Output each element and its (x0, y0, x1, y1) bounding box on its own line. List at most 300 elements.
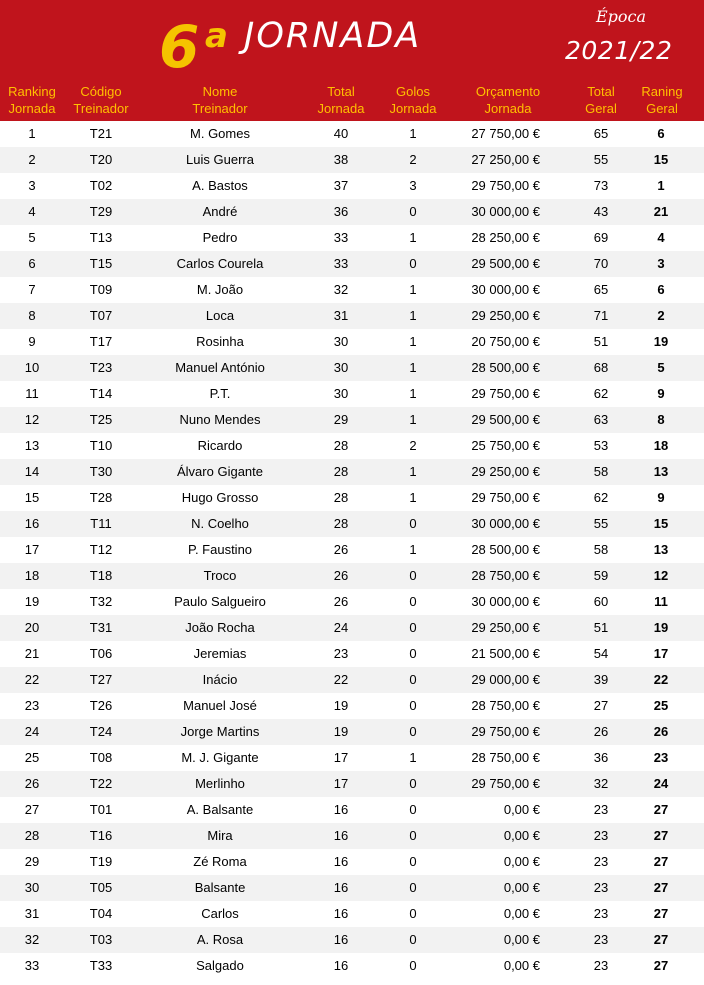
codigo-cell: T10 (89, 438, 113, 453)
total-geral-cell: 62 (593, 490, 609, 505)
codigo-cell: T07 (89, 308, 113, 323)
ranking-jornada-cell: 28 (24, 828, 40, 843)
golos-cell: 3 (409, 178, 417, 193)
header-banner (0, 0, 704, 121)
total-jornada-cell: 16 (333, 880, 349, 895)
total-jornada-cell: 28 (333, 464, 349, 479)
orcamento-cell: 30 000,00 € (471, 282, 540, 297)
total-jornada-cell: 24 (333, 620, 349, 635)
ranking-jornada-cell: 5 (28, 230, 36, 245)
ranking-jornada-cell: 17 (24, 542, 40, 557)
total-geral-cell: 59 (593, 568, 609, 583)
orcamento-cell: 28 250,00 € (471, 230, 540, 245)
ranking-jornada-cell: 29 (24, 854, 40, 869)
ranking-jornada-cell: 7 (28, 282, 36, 297)
nome-cell: Merlinho (195, 776, 245, 791)
golos-cell: 0 (409, 594, 417, 609)
codigo-cell: T14 (89, 386, 113, 401)
ranking-geral-cell: 17 (653, 646, 669, 661)
ranking-jornada-cell: 30 (24, 880, 40, 895)
total-geral-cell: 55 (593, 152, 609, 167)
table-row (0, 173, 704, 199)
codigo-cell: T09 (89, 282, 113, 297)
total-geral-cell: 23 (593, 828, 609, 843)
codigo-cell: T24 (89, 724, 113, 739)
golos-cell: 0 (409, 776, 417, 791)
header-line: Orçamento (475, 84, 541, 99)
total-geral-cell: 70 (593, 256, 609, 271)
orcamento-cell: 30 000,00 € (471, 594, 540, 609)
codigo-cell: T19 (89, 854, 113, 869)
orcamento-cell: 0,00 € (503, 854, 540, 869)
total-jornada-cell: 33 (333, 256, 349, 271)
nome-cell: N. Coelho (191, 516, 249, 531)
total-jornada-cell: 31 (333, 308, 349, 323)
orcamento-cell: 25 750,00 € (471, 438, 540, 453)
golos-cell: 1 (409, 126, 417, 141)
total-geral-cell: 55 (593, 516, 609, 531)
season-value: 2021/22 (565, 36, 673, 65)
nome-cell: Troco (203, 568, 237, 583)
total-geral-cell: 51 (593, 334, 609, 349)
table-row (0, 563, 704, 589)
table-row (0, 875, 704, 901)
header-line: Treinador (192, 101, 248, 116)
nome-cell: Mira (207, 828, 233, 843)
header-line: Total (327, 84, 355, 99)
header-line: Jornada (8, 101, 56, 116)
ranking-geral-cell: 27 (653, 828, 669, 843)
golos-cell: 0 (409, 568, 417, 583)
ranking-geral-cell: 21 (653, 204, 669, 219)
total-geral-cell: 23 (593, 880, 609, 895)
orcamento-cell: 30 000,00 € (471, 204, 540, 219)
total-jornada-cell: 17 (333, 776, 349, 791)
season-label: Época (596, 7, 647, 26)
total-jornada-cell: 32 (333, 282, 349, 297)
golos-cell: 0 (409, 620, 417, 635)
table-row (0, 199, 704, 225)
ranking-jornada-cell: 27 (24, 802, 40, 817)
total-jornada-cell: 23 (333, 646, 349, 661)
table-row (0, 407, 704, 433)
codigo-cell: T25 (89, 412, 113, 427)
nome-cell: A. Bastos (192, 178, 248, 193)
ranking-geral-cell: 8 (657, 412, 665, 427)
codigo-cell: T15 (89, 256, 113, 271)
codigo-cell: T11 (90, 516, 112, 531)
total-jornada-cell: 16 (333, 906, 349, 921)
nome-cell: Carlos (201, 906, 239, 921)
codigo-cell: T30 (89, 464, 113, 479)
ranking-jornada-cell: 2 (28, 152, 36, 167)
nome-cell: Manuel António (175, 360, 265, 375)
total-geral-cell: 23 (593, 906, 609, 921)
orcamento-cell: 30 000,00 € (471, 516, 540, 531)
total-jornada-cell: 19 (333, 724, 349, 739)
header-line: Geral (646, 101, 678, 116)
nome-cell: Salgado (196, 958, 244, 973)
ranking-jornada-cell: 16 (24, 516, 40, 531)
nome-cell: Hugo Grosso (181, 490, 259, 505)
codigo-cell: T28 (89, 490, 113, 505)
total-jornada-cell: 26 (333, 542, 349, 557)
ranking-geral-cell: 15 (653, 152, 669, 167)
table-row (0, 459, 704, 485)
ranking-geral-cell: 27 (653, 880, 669, 895)
total-geral-cell: 51 (593, 620, 609, 635)
table-row (0, 433, 704, 459)
nome-cell: Rosinha (196, 334, 244, 349)
total-jornada-cell: 26 (333, 568, 349, 583)
total-jornada-cell: 26 (333, 594, 349, 609)
ranking-geral-cell: 15 (653, 516, 669, 531)
total-geral-cell: 23 (593, 958, 609, 973)
ranking-geral-cell: 9 (657, 386, 665, 401)
table-row (0, 667, 704, 693)
orcamento-cell: 0,00 € (503, 932, 540, 947)
orcamento-cell: 28 750,00 € (471, 750, 540, 765)
ranking-jornada-cell: 14 (24, 464, 40, 479)
golos-cell: 0 (409, 672, 417, 687)
total-jornada-cell: 28 (333, 516, 349, 531)
golos-cell: 0 (409, 880, 417, 895)
orcamento-cell: 29 250,00 € (471, 620, 540, 635)
orcamento-cell: 29 250,00 € (471, 308, 540, 323)
orcamento-cell: 27 250,00 € (471, 152, 540, 167)
golos-cell: 0 (409, 516, 417, 531)
nome-cell: A. Balsante (186, 802, 254, 817)
golos-cell: 0 (409, 906, 417, 921)
total-geral-cell: 73 (593, 178, 609, 193)
header-line: Nome (202, 84, 238, 99)
codigo-cell: T33 (89, 958, 113, 973)
orcamento-cell: 28 500,00 € (471, 542, 540, 557)
orcamento-cell: 28 750,00 € (471, 568, 540, 583)
ranking-jornada-cell: 11 (25, 386, 39, 401)
nome-cell: M. Gomes (190, 126, 250, 141)
codigo-cell: T01 (89, 802, 113, 817)
total-jornada-cell: 22 (333, 672, 349, 687)
nome-cell: P. Faustino (187, 542, 253, 557)
golos-cell: 0 (409, 256, 417, 271)
header-line: Jornada (317, 101, 365, 116)
ranking-geral-cell: 25 (653, 698, 669, 713)
golos-cell: 1 (409, 464, 417, 479)
orcamento-cell: 29 000,00 € (471, 672, 540, 687)
table-row (0, 719, 704, 745)
orcamento-cell: 29 750,00 € (471, 724, 540, 739)
codigo-cell: T21 (89, 126, 113, 141)
golos-cell: 1 (409, 386, 417, 401)
codigo-cell: T31 (89, 620, 113, 635)
total-geral-cell: 53 (593, 438, 609, 453)
header-orcamento (462, 83, 554, 119)
total-jornada-cell: 16 (333, 958, 349, 973)
total-geral-cell: 69 (593, 230, 609, 245)
total-geral-cell: 58 (593, 542, 609, 557)
table-row (0, 641, 704, 667)
total-geral-cell: 58 (593, 464, 609, 479)
header-line: Treinador (73, 101, 129, 116)
codigo-cell: T06 (89, 646, 113, 661)
orcamento-cell: 28 750,00 € (471, 698, 540, 713)
total-jornada-cell: 16 (333, 932, 349, 947)
ranking-geral-cell: 6 (657, 282, 665, 297)
table-row (0, 303, 704, 329)
ranking-geral-cell: 13 (653, 542, 669, 557)
nome-cell: Zé Roma (193, 854, 247, 869)
table-row (0, 823, 704, 849)
nome-cell: André (202, 204, 238, 219)
nome-cell: Pedro (202, 230, 238, 245)
orcamento-cell: 29 500,00 € (471, 412, 540, 427)
total-geral-cell: 36 (593, 750, 609, 765)
header-nome (150, 83, 290, 119)
golos-cell: 2 (409, 438, 417, 453)
total-jornada-cell: 37 (333, 178, 349, 193)
table-row (0, 901, 704, 927)
codigo-cell: T13 (89, 230, 113, 245)
codigo-cell: T17 (89, 334, 113, 349)
orcamento-cell: 0,00 € (503, 828, 540, 843)
nome-cell: Balsante (194, 880, 246, 895)
codigo-cell: T16 (89, 828, 113, 843)
codigo-cell: T03 (89, 932, 113, 947)
codigo-cell: T32 (89, 594, 113, 609)
ranking-geral-cell: 27 (653, 906, 669, 921)
table-row (0, 121, 704, 147)
total-geral-cell: 65 (593, 282, 609, 297)
ranking-geral-cell: 18 (653, 438, 669, 453)
total-jornada-cell: 16 (333, 828, 349, 843)
nome-cell: Álvaro Gigante (177, 464, 263, 479)
ranking-geral-cell: 19 (653, 620, 669, 635)
nome-cell: Paulo Salgueiro (174, 594, 266, 609)
table-row (0, 797, 704, 823)
nome-cell: Carlos Courela (176, 256, 264, 271)
header-line: Jornada (484, 101, 532, 116)
ranking-jornada-cell: 22 (24, 672, 40, 687)
codigo-cell: T26 (89, 698, 113, 713)
codigo-cell: T12 (89, 542, 113, 557)
total-geral-cell: 60 (593, 594, 609, 609)
total-jornada-cell: 19 (333, 698, 349, 713)
ranking-geral-cell: 26 (653, 724, 669, 739)
orcamento-cell: 27 750,00 € (471, 126, 540, 141)
ranking-jornada-cell: 10 (24, 360, 40, 375)
codigo-cell: T05 (89, 880, 113, 895)
table-row (0, 771, 704, 797)
ranking-jornada-cell: 3 (28, 178, 36, 193)
nome-cell: João Rocha (185, 620, 255, 635)
ranking-jornada-cell: 6 (28, 256, 36, 271)
codigo-cell: T08 (89, 750, 113, 765)
nome-cell: Manuel José (183, 698, 257, 713)
total-geral-cell: 43 (593, 204, 609, 219)
codigo-cell: T02 (89, 178, 113, 193)
nome-cell: Inácio (202, 672, 238, 687)
table-row (0, 745, 704, 771)
table-row (0, 277, 704, 303)
ranking-jornada-cell: 19 (24, 594, 40, 609)
total-geral-cell: 27 (593, 698, 609, 713)
nome-cell: Luis Guerra (186, 152, 254, 167)
golos-cell: 1 (409, 308, 417, 323)
total-geral-cell: 71 (593, 308, 609, 323)
round-ordinal-suffix: a (205, 16, 228, 56)
ranking-jornada-cell: 13 (24, 438, 40, 453)
ranking-jornada-cell: 1 (28, 126, 36, 141)
ranking-geral-cell: 11 (654, 594, 668, 609)
ranking-geral-cell: 12 (653, 568, 669, 583)
total-jornada-cell: 36 (333, 204, 349, 219)
header-ranking-geral (632, 83, 692, 119)
golos-cell: 1 (409, 490, 417, 505)
ranking-geral-cell: 22 (653, 672, 669, 687)
codigo-cell: T04 (89, 906, 113, 921)
header-line: Golos (396, 84, 430, 99)
total-jornada-cell: 38 (333, 152, 349, 167)
golos-cell: 1 (409, 750, 417, 765)
ranking-jornada-cell: 18 (24, 568, 40, 583)
ranking-jornada-cell: 23 (24, 698, 40, 713)
total-jornada-cell: 29 (333, 412, 349, 427)
golos-cell: 1 (409, 230, 417, 245)
total-geral-cell: 63 (593, 412, 609, 427)
nome-cell: Loca (205, 308, 235, 323)
table-row (0, 329, 704, 355)
total-jornada-cell: 33 (333, 230, 349, 245)
orcamento-cell: 29 500,00 € (471, 256, 540, 271)
header-total-jornada (305, 83, 377, 119)
golos-cell: 0 (409, 958, 417, 973)
golos-cell: 0 (409, 724, 417, 739)
golos-cell: 0 (409, 204, 417, 219)
table-row (0, 355, 704, 381)
total-geral-cell: 23 (593, 854, 609, 869)
codigo-cell: T23 (89, 360, 113, 375)
ranking-geral-cell: 24 (653, 776, 669, 791)
ranking-jornada-cell: 4 (28, 204, 36, 219)
total-geral-cell: 23 (593, 802, 609, 817)
golos-cell: 1 (409, 542, 417, 557)
ranking-geral-cell: 1 (657, 178, 665, 193)
orcamento-cell: 20 750,00 € (471, 334, 540, 349)
orcamento-cell: 29 750,00 € (471, 178, 540, 193)
header-codigo (64, 83, 138, 119)
table-row (0, 693, 704, 719)
ranking-jornada-cell: 8 (28, 308, 36, 323)
ranking-geral-cell: 4 (657, 230, 665, 245)
ranking-geral-cell: 3 (657, 256, 665, 271)
ranking-geral-cell: 5 (657, 360, 665, 375)
total-geral-cell: 68 (593, 360, 609, 375)
total-geral-cell: 54 (593, 646, 609, 661)
ranking-jornada-cell: 20 (24, 620, 40, 635)
ranking-jornada-cell: 33 (24, 958, 40, 973)
ranking-jornada-cell: 21 (24, 646, 40, 661)
ranking-geral-cell: 6 (657, 126, 665, 141)
orcamento-cell: 29 750,00 € (471, 386, 540, 401)
ranking-jornada-cell: 9 (28, 334, 36, 349)
total-geral-cell: 62 (593, 386, 609, 401)
table-row (0, 485, 704, 511)
header-line: Código (80, 84, 122, 99)
golos-cell: 0 (409, 854, 417, 869)
ranking-geral-cell: 23 (653, 750, 669, 765)
total-geral-cell: 39 (593, 672, 609, 687)
nome-cell: Jeremias (193, 646, 247, 661)
golos-cell: 0 (409, 646, 417, 661)
total-jornada-cell: 30 (333, 386, 349, 401)
total-jornada-cell: 40 (333, 126, 349, 141)
table-row (0, 381, 704, 407)
golos-cell: 0 (409, 932, 417, 947)
ranking-jornada-cell: 24 (24, 724, 40, 739)
table-row (0, 251, 704, 277)
table-row (0, 589, 704, 615)
round-number: 6 (159, 13, 200, 81)
golos-cell: 0 (409, 802, 417, 817)
codigo-cell: T20 (89, 152, 113, 167)
header-line: Geral (585, 101, 617, 116)
header-ranking-jornada (0, 83, 64, 119)
header-line: Raning (641, 84, 683, 99)
golos-cell: 2 (409, 152, 417, 167)
orcamento-cell: 0,00 € (503, 880, 540, 895)
nome-cell: M. João (196, 282, 244, 297)
nome-cell: Nuno Mendes (179, 412, 261, 427)
golos-cell: 0 (409, 698, 417, 713)
ranking-jornada-cell: 31 (24, 906, 40, 921)
table-row (0, 615, 704, 641)
total-jornada-cell: 28 (333, 490, 349, 505)
orcamento-cell: 0,00 € (503, 906, 540, 921)
ranking-geral-cell: 9 (657, 490, 665, 505)
header-line: Ranking (8, 84, 56, 99)
codigo-cell: T22 (89, 776, 113, 791)
codigo-cell: T29 (89, 204, 113, 219)
orcamento-cell: 29 250,00 € (471, 464, 540, 479)
table-row (0, 225, 704, 251)
total-jornada-cell: 16 (333, 802, 349, 817)
ranking-jornada-cell: 15 (24, 490, 40, 505)
table-row (0, 537, 704, 563)
ranking-jornada-cell: 12 (24, 412, 40, 427)
golos-cell: 1 (409, 282, 417, 297)
total-jornada-cell: 28 (333, 438, 349, 453)
header-total-geral (570, 83, 632, 119)
header-golos (378, 83, 448, 119)
ranking-geral-cell: 27 (653, 854, 669, 869)
ranking-geral-cell: 19 (653, 334, 669, 349)
total-geral-cell: 32 (593, 776, 609, 791)
nome-cell: A. Rosa (196, 932, 244, 947)
total-jornada-cell: 17 (333, 750, 349, 765)
ranking-geral-cell: 2 (657, 308, 665, 323)
codigo-cell: T18 (89, 568, 113, 583)
total-geral-cell: 65 (593, 126, 609, 141)
ranking-geral-cell: 27 (653, 802, 669, 817)
nome-cell: Jorge Martins (180, 724, 260, 739)
table-row (0, 511, 704, 537)
total-geral-cell: 26 (593, 724, 609, 739)
golos-cell: 1 (409, 334, 417, 349)
orcamento-cell: 21 500,00 € (471, 646, 540, 661)
table-row (0, 927, 704, 953)
golos-cell: 1 (409, 412, 417, 427)
